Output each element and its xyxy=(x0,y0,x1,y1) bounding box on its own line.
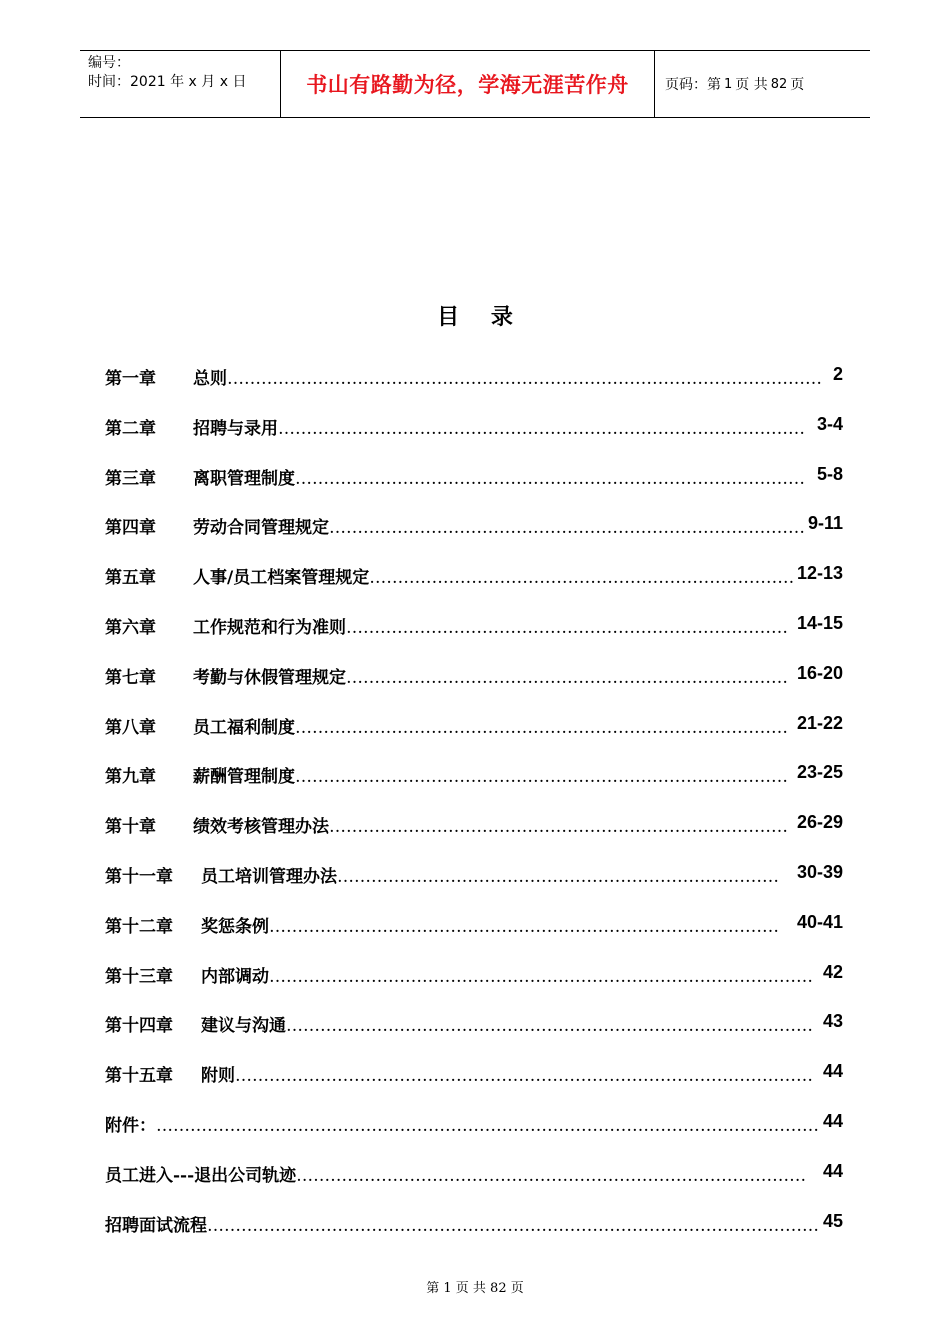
toc-chapter-name: 绩效考核管理办法……………………………………………………………………… xyxy=(193,817,788,838)
toc-chapter-name: 考勤与休假管理规定…………………………………………………………………… xyxy=(193,667,788,688)
toc-leader-dots: ……………………………………………………………………………………………………… xyxy=(156,1116,819,1136)
toc-page-number: 12-13 xyxy=(796,563,843,584)
toc-leader-dots: ……………………………………………………………………………… xyxy=(295,468,805,489)
toc-chapter-name: 招聘面试流程……………………………………………………………………………………………… xyxy=(105,1215,819,1236)
toc-chapter-name: 劳动合同管理规定………………………………………………………………………… xyxy=(193,518,805,539)
toc-entry xyxy=(105,962,845,992)
toc-leader-dots: …………………………………………………………………………………… xyxy=(269,966,813,987)
toc-chapter-number: 第八章 xyxy=(105,717,156,738)
toc-chapter-name: 员工福利制度…………………………………………………………………………… xyxy=(193,717,788,738)
toc-chapter-name: 总则…………………………………………………………………………………………… xyxy=(193,369,822,389)
toc-title-char-2: 录 xyxy=(490,304,513,330)
toc-page-number: 44 xyxy=(822,1061,843,1082)
toc-chapter-name: 薪酬管理制度…………………………………………………………………………… xyxy=(193,767,788,788)
toc-page-number: 44 xyxy=(822,1160,843,1181)
toc-leader-dots: ……………………………………………………………………… xyxy=(329,817,788,838)
toc-page-number: 45 xyxy=(822,1210,843,1231)
toc-chapter-name: 内部调动…………………………………………………………………………………… xyxy=(201,966,813,987)
toc-leader-dots: ………………………………………………………………… xyxy=(369,568,795,589)
header-meta-cell xyxy=(80,51,281,117)
toc-entry xyxy=(105,513,845,543)
page-number: 1 xyxy=(724,76,733,92)
toc-leader-dots: …………………………………………………………………… xyxy=(346,618,788,638)
toc-page-number: 5-8 xyxy=(816,463,843,484)
toc-chapter-name: 工作规范和行为准则…………………………………………………………………… xyxy=(193,618,788,638)
toc-title-char-1: 目 xyxy=(437,304,460,330)
document-header xyxy=(80,50,870,118)
toc-page-number: 30-39 xyxy=(796,862,843,882)
toc-chapter-number: 第一章 xyxy=(105,369,156,389)
toc-entry xyxy=(105,364,845,394)
page-mid-label: 页 共 xyxy=(735,77,768,93)
page-total: 82 xyxy=(770,76,788,92)
toc-leader-dots: …………………………………………………………………………… xyxy=(295,767,788,788)
toc-page-number: 42 xyxy=(822,961,843,982)
toc-chapter-number: 第十四章 xyxy=(105,1016,173,1037)
toc-chapter-name: 员工进入---退出公司轨迹……………………………………………………………………………… xyxy=(105,1165,807,1186)
toc-chapter-number: 第十五章 xyxy=(105,1066,173,1087)
toc-entry xyxy=(105,912,845,942)
toc-page-number: 16-20 xyxy=(796,662,843,683)
toc-leader-dots: …………………………………………………………………………………………… xyxy=(227,369,822,389)
page-label: 页码：第 xyxy=(665,77,721,93)
toc-entry xyxy=(105,663,845,693)
toc-chapter-number: 第十三章 xyxy=(105,966,173,987)
toc-page-number: 2 xyxy=(832,364,843,384)
toc-leader-dots: ……………………………………………………………………………… xyxy=(269,916,779,937)
toc-chapter-name: 员工培训管理办法…………………………………………………………………… xyxy=(201,867,779,887)
toc-chapter-number: 第十章 xyxy=(105,817,156,838)
toc-page-number: 21-22 xyxy=(796,712,843,733)
header-motto-cell xyxy=(281,51,655,117)
toc-entry xyxy=(105,1111,845,1141)
toc-chapter-name: 人事/员工档案管理规定………………………………………………………………… xyxy=(193,568,795,589)
page-end-label: 页 xyxy=(790,77,805,93)
toc-chapter-number: 第四章 xyxy=(105,518,156,539)
toc-page-number: 43 xyxy=(822,1011,843,1032)
toc-entry xyxy=(105,464,845,494)
toc-page-number: 3-4 xyxy=(816,413,843,434)
toc-chapter-number: 第二章 xyxy=(105,418,156,439)
toc-chapter-name: 附则………………………………………………………………………………………… xyxy=(201,1066,813,1087)
toc-chapter-number: 第十一章 xyxy=(105,867,173,887)
toc-entry xyxy=(105,1061,845,1091)
number-label: 编号： xyxy=(88,55,130,71)
toc-leader-dots: ……………………………………………………………………………………………… xyxy=(207,1215,819,1236)
toc-chapter-number: 第五章 xyxy=(105,568,156,589)
toc-chapter-number: 第三章 xyxy=(105,468,156,489)
toc-entry xyxy=(105,563,845,593)
toc-leader-dots: ………………………………………………………………………………… xyxy=(278,418,805,439)
toc-page-number: 23-25 xyxy=(796,762,843,783)
time-label: 时间：2021 年 x 月 x 日 xyxy=(88,74,247,90)
toc-chapter-name: 建议与沟通………………………………………………………………………………… xyxy=(201,1016,813,1037)
toc-page-number: 26-29 xyxy=(796,812,843,833)
toc-chapter-number: 第七章 xyxy=(105,667,156,688)
toc-leader-dots: …………………………………………………………………………… xyxy=(295,717,788,738)
toc-leader-dots: ………………………………………………………………………………………… xyxy=(235,1066,813,1087)
toc-entry xyxy=(105,862,845,892)
toc-entry xyxy=(105,1211,845,1241)
toc-entry xyxy=(105,812,845,842)
toc-entry xyxy=(105,713,845,743)
toc-chapter-name: 附件：……………………………………………………………………………………………………… xyxy=(105,1116,819,1136)
toc-page-number: 14-15 xyxy=(796,613,843,633)
toc-chapter-name: 奖惩条例……………………………………………………………………………… xyxy=(201,916,779,937)
motto-text: 书山有路勤为径，学海无涯苦作舟 xyxy=(306,73,629,97)
toc-entry xyxy=(105,1161,845,1191)
toc-leader-dots: ………………………………………………………………………… xyxy=(329,518,805,539)
toc-chapter-name: 离职管理制度……………………………………………………………………………… xyxy=(193,468,805,489)
page-footer: 第 1 页 共 82 页 xyxy=(426,1281,524,1296)
toc-title xyxy=(0,300,950,331)
toc-page-number: 40-41 xyxy=(796,911,843,932)
toc-leader-dots: ……………………………………………………………………………… xyxy=(296,1165,807,1186)
toc-chapter-number: 第九章 xyxy=(105,767,156,788)
toc-page-number: 9-11 xyxy=(807,513,843,534)
toc-leader-dots: …………………………………………………………………… xyxy=(346,667,788,688)
toc-entry xyxy=(105,762,845,792)
toc-leader-dots: ………………………………………………………………………………… xyxy=(286,1016,813,1037)
toc-entry xyxy=(105,414,845,444)
header-page-cell xyxy=(655,51,870,117)
toc-leader-dots: …………………………………………………………………… xyxy=(337,867,779,887)
toc-entry xyxy=(105,613,845,643)
toc-entry xyxy=(105,1011,845,1041)
toc-chapter-number: 第十二章 xyxy=(105,916,173,937)
toc-chapter-name: 招聘与录用………………………………………………………………………………… xyxy=(193,418,805,439)
toc-chapter-number: 第六章 xyxy=(105,618,156,638)
toc-page-number: 44 xyxy=(822,1111,843,1131)
